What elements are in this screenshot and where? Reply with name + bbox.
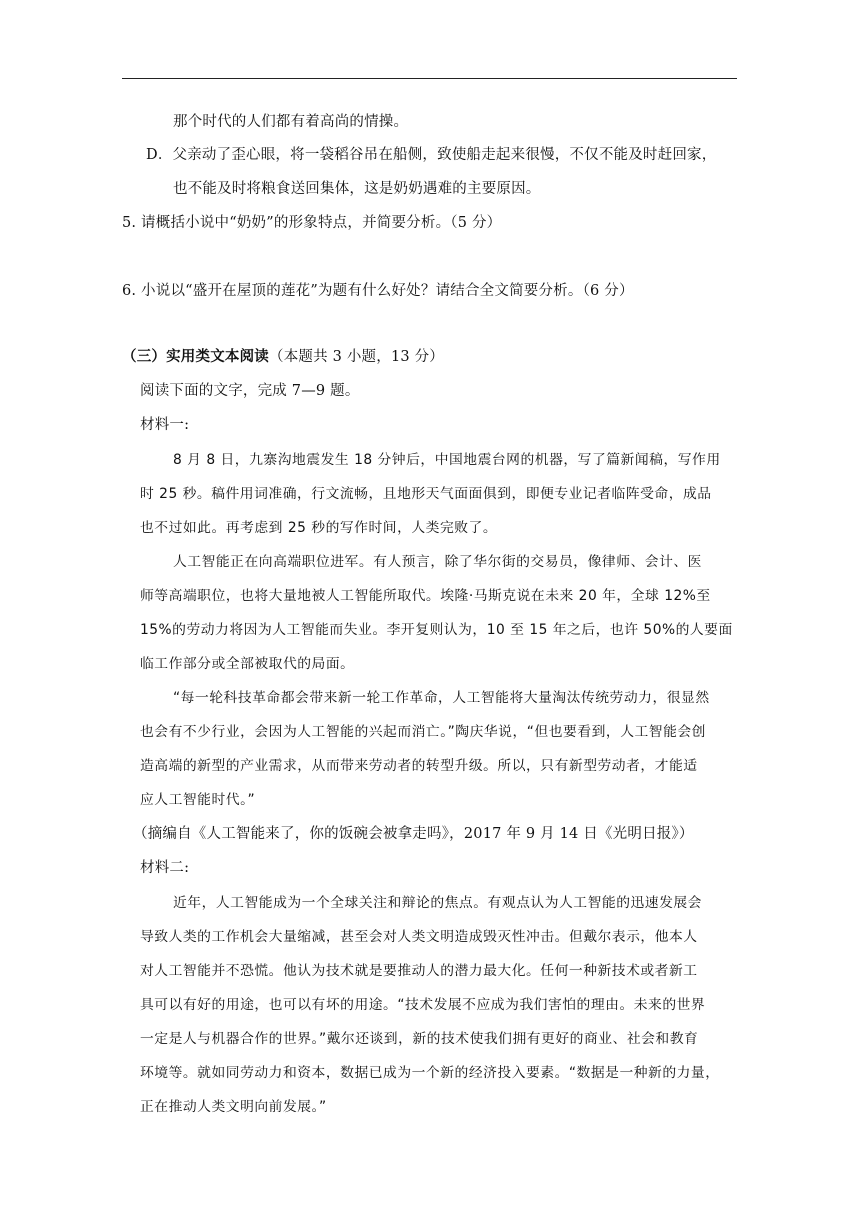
material-2-line: 具可以有好的用途，也可以有坏的用途。“技术发展不应成为我们害怕的理由。未来的世界 xyxy=(140,997,706,1013)
section-3-note: （本题共 3 小题，13 分） xyxy=(269,349,445,365)
material-2-line: 导致人类的工作机会大量缩减，甚至会对人类文明造成毁灭性冲击。但戴尔表示，他本人 xyxy=(140,929,698,945)
material-1-line: 也会有不少行业，会因为人工智能的兴起而消亡。”陶庆华说，“但也要看到，人工智能会创 xyxy=(140,724,706,740)
section-3-title: （三）实用类文本阅读 xyxy=(122,348,269,365)
material-1-line: 15%的劳动力将因为人工智能而失业。李开复则认为，10 至 15 年之后，也许 50%的人要面 xyxy=(140,622,733,638)
material-1-source: （摘编自《人工智能来了，你的饭碗会被拿走吗》，2017 年 9 月 14 日《光明日报》） xyxy=(133,826,694,842)
material-1-line: “每一轮科技革命都会带来新一轮工作革命，人工智能将大量淘汰传统劳动力，很显然 xyxy=(173,690,710,706)
section-3-heading xyxy=(122,347,444,367)
option-c-continuation: 那个时代的人们都有着高尚的情操。 xyxy=(173,114,409,130)
material-1-line: 人工智能正在向高端职位进军。有人预言，除了华尔街的交易员，像律师、会计、医 xyxy=(173,554,702,570)
material-2-line: 正在推动人类文明向前发展。” xyxy=(140,1099,327,1115)
question-6: 6. 小说以“盛开在屋顶的莲花”为题有什么好处？请结合全文简要分析。（6 分） xyxy=(122,283,634,299)
material-1-line: 造高端的新型的产业需求，从而带来劳动者的转型升级。所以，只有新型劳动者，才能适 xyxy=(140,758,698,774)
material-1-line: 也不过如此。再考虑到 25 秒的写作时间，人类完败了。 xyxy=(140,520,498,536)
material-2-label: 材料二: xyxy=(140,860,190,876)
material-2-line: 一定是人与机器合作的世界。”戴尔还谈到，新的技术使我们拥有更好的商业、社会和教育 xyxy=(140,1031,699,1047)
material-2-line: 对人工智能并不恐慌。他认为技术就是要推动人的潜力最大化。任何一种新技术或者新工 xyxy=(140,963,698,979)
material-1-line: 时 25 秒。稿件用词准确，行文流畅，且地形天气面面俱到，即便专业记者临阵受命，成品 xyxy=(140,486,712,502)
material-2-line: 近年，人工智能成为一个全球关注和辩论的焦点。有观点认为人工智能的迅速发展会 xyxy=(173,895,702,911)
material-1-line: 师等高端职位，也将大量地被人工智能所取代。埃隆·马斯克说在未来 20 年，全球 12%至 xyxy=(140,588,711,604)
material-1-line: 8 月 8 日，九寨沟地震发生 18 分钟后，中国地震台网的机器，写了篇新闻稿，写作用 xyxy=(173,452,721,468)
option-d-line-1: D．父亲动了歪心眼，将一袋稻谷吊在船侧，致使船走起来很慢，不仅不能及时赶回家， xyxy=(146,147,717,163)
question-5: 5. 请概括小说中“奶奶”的形象特点，并简要分析。（5 分） xyxy=(122,215,502,231)
section-3-instruction: 阅读下面的文字，完成 7—9 题。 xyxy=(140,383,360,399)
material-2-line: 环境等。就如同劳动力和资本，数据已成为一个新的经济投入要素。“数据是一种新的力量， xyxy=(140,1065,720,1081)
answer-space-q5 xyxy=(122,240,737,270)
answer-space-q6 xyxy=(122,308,737,338)
header-rule xyxy=(122,78,737,79)
material-1-line: 应人工智能时代。” xyxy=(140,792,256,808)
option-d-line-2: 也不能及时将粮食送回集体，这是奶奶遇难的主要原因。 xyxy=(173,181,541,197)
material-1-line: 临工作部分或全部被取代的局面。 xyxy=(140,656,355,672)
material-1-label: 材料一: xyxy=(140,417,190,433)
